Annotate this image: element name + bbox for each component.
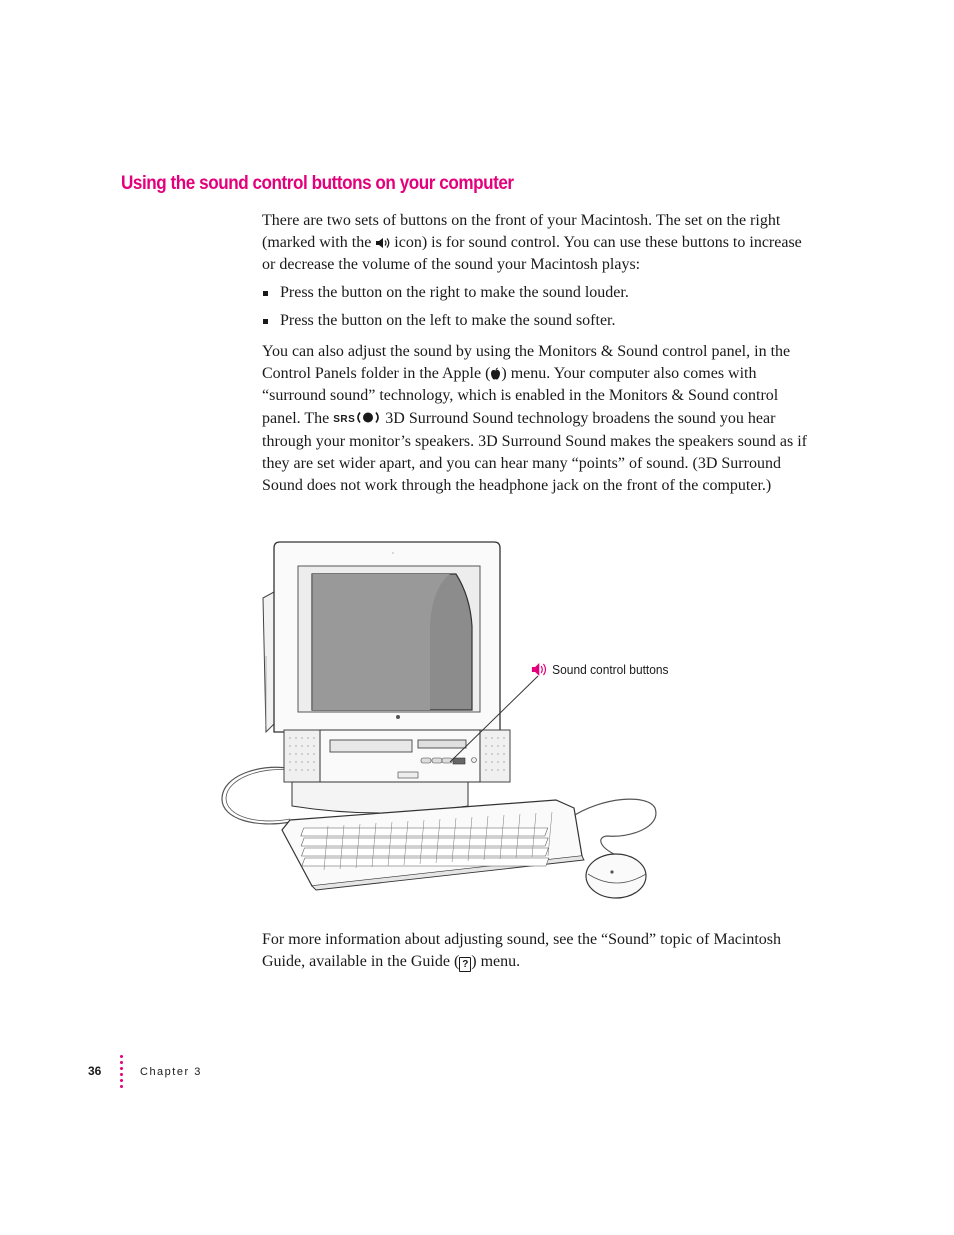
macintosh-illustration bbox=[218, 536, 668, 916]
intro-text-1: There are two sets of buttons on the front of your Macintosh. The set on the right (marked with the bbox=[262, 212, 781, 252]
speaker-icon bbox=[531, 662, 548, 677]
surround-text-2: ) menu. Your computer also comes with “surround sound” technology, which is enabled in the Monitors & Sound control panel. The bbox=[262, 365, 779, 427]
dotted-rule bbox=[120, 1055, 124, 1091]
bullet-square-icon bbox=[263, 291, 268, 296]
surround-text-3: 3D Surround Sound technology broadens the sound you hear through your monitor’s speakers. 3D Surround Sound makes the speakers sound as if they are set wider apart, and you can hear many “points” of sound. (3D Surround Sound does not work through the headphone jack on the front of the computer.) bbox=[262, 409, 807, 495]
srs-surround-icon bbox=[355, 411, 381, 424]
chapter-label: Chapter 3 bbox=[140, 1066, 202, 1078]
srs-logo-text: SRS bbox=[333, 413, 356, 425]
page-number: 36 bbox=[88, 1064, 102, 1078]
more-info-text-2: ) menu. bbox=[471, 953, 521, 971]
surround-paragraph bbox=[262, 341, 814, 497]
callout-label bbox=[531, 662, 669, 677]
section-heading: Using the sound control buttons on your computer bbox=[121, 173, 514, 194]
intro-text-2: icon) is for sound control. You can use these buttons to increase or decrease the volume of the sound your Macintosh plays: bbox=[262, 234, 802, 274]
surround-text-1: You can also adjust the sound by using the Monitors & Sound control panel, in the Control Panels folder in the Apple ( bbox=[262, 343, 791, 383]
more-info-text-1: For more information about adjusting sound, see the “Sound” topic of Macintosh Guide, available in the Guide ( bbox=[262, 931, 782, 971]
guide-icon: ? bbox=[459, 957, 471, 972]
apple-icon bbox=[490, 367, 501, 380]
list-item bbox=[262, 282, 814, 304]
svg-text:□: □ bbox=[392, 551, 394, 555]
srs-logo bbox=[333, 414, 381, 425]
speaker-icon bbox=[375, 237, 390, 249]
bullet-list bbox=[262, 282, 814, 338]
more-info-paragraph bbox=[262, 929, 814, 973]
intro-paragraph bbox=[262, 210, 814, 277]
bullet-text: Press the button on the right to make the sound louder. bbox=[280, 284, 629, 301]
bullet-text: Press the button on the left to make the sound softer. bbox=[280, 312, 616, 329]
bullet-square-icon bbox=[263, 319, 268, 324]
callout-text: Sound control buttons bbox=[552, 662, 669, 677]
list-item bbox=[262, 310, 814, 332]
